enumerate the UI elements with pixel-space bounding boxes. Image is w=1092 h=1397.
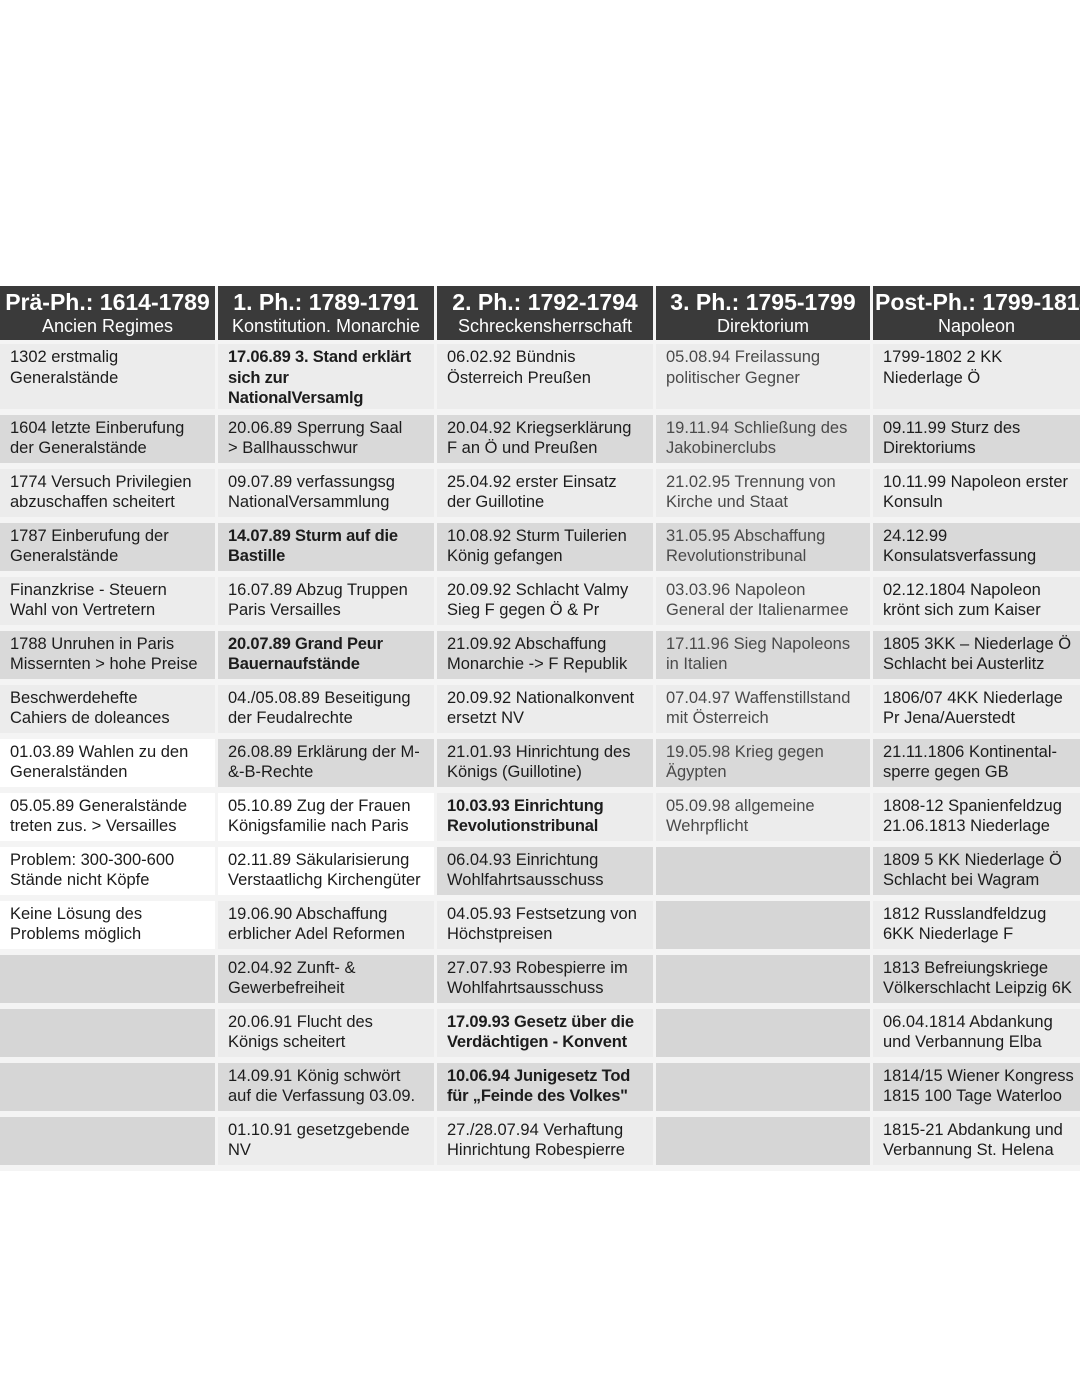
timeline-cell: 16.07.89 Abzug Truppen Paris Versailles <box>218 577 437 631</box>
timeline-cell: 20.07.89 Grand Peur Bauernaufstände <box>218 631 437 685</box>
timeline-row <box>0 523 1080 577</box>
timeline-cell: 20.06.91 Flucht des Königs scheitert <box>218 1009 437 1063</box>
header-row <box>0 286 1080 344</box>
timeline-cell: Finanzkrise - Steuern Wahl von Vertretern <box>0 577 218 631</box>
timeline-cell: 1799-1802 2 KK Niederlage Ö <box>873 344 1080 415</box>
timeline-cell: 19.11.94 Schließung des Jakobinerclubs <box>656 415 873 469</box>
phase-header-3 <box>656 286 873 344</box>
timeline-cell: 21.11.1806 Kontinental- sperre gegen GB <box>873 739 1080 793</box>
timeline-cell: 20.06.89 Sperrung Saal > Ballhausschwur <box>218 415 437 469</box>
phase-header-pre <box>0 286 218 344</box>
timeline-cell: 27.07.93 Robespierre im Wohlfahrtsausschuss <box>437 955 656 1009</box>
timeline-cell: 01.10.91 gesetzgebende NV <box>218 1117 437 1171</box>
timeline-cell <box>656 1117 873 1171</box>
timeline-row <box>0 901 1080 955</box>
timeline-cell: 10.11.99 Napoleon erster Konsuln <box>873 469 1080 523</box>
timeline-cell: 1805 3KK – Niederlage Ö Schlacht bei Austerlitz <box>873 631 1080 685</box>
timeline-cell: Keine Lösung des Problems möglich <box>0 901 218 955</box>
phase-subtitle: Schreckensherrschaft <box>457 316 633 336</box>
timeline-cell: 21.02.95 Trennung von Kirche und Staat <box>656 469 873 523</box>
timeline-row <box>0 685 1080 739</box>
timeline-cell: 04.05.93 Festsetzung von Höchstpreisen <box>437 901 656 955</box>
timeline-cell: 14.09.91 König schwört auf die Verfassung 03.09. <box>218 1063 437 1117</box>
timeline-cell: 1809 5 KK Niederlage Ö Schlacht bei Wagram <box>873 847 1080 901</box>
timeline-cell: 06.04.93 Einrichtung Wohlfahrtsausschuss <box>437 847 656 901</box>
timeline-cell: 1813 Befreiungskriege Völkerschlacht Leipzig 6K <box>873 955 1080 1009</box>
timeline-row <box>0 415 1080 469</box>
timeline-cell: 1604 letzte Einberufung der Generalstände <box>0 415 218 469</box>
timeline-row <box>0 344 1080 415</box>
timeline-cell: Beschwerdehefte Cahiers de doleances <box>0 685 218 739</box>
phase-header-1 <box>218 286 437 344</box>
phase-header-post <box>873 286 1092 344</box>
timeline-cell: 05.10.89 Zug der Frauen Königsfamilie nach Paris <box>218 793 437 847</box>
timeline-cell: 17.09.93 Gesetz über die Verdächtigen - Konvent <box>437 1009 656 1063</box>
timeline-cell: 07.04.97 Waffenstillstand mit Österreich <box>656 685 873 739</box>
timeline-cell: 1815-21 Abdankung und Verbannung St. Helena <box>873 1117 1080 1171</box>
timeline-cell: 09.07.89 verfassungsg NationalVersammlung <box>218 469 437 523</box>
timeline-cell: 1808-12 Spanienfeldzug 21.06.1813 Niederlage <box>873 793 1080 847</box>
timeline-cell: 25.04.92 erster Einsatz der Guillotine <box>437 469 656 523</box>
timeline-cell: 02.04.92 Zunft- & Gewerbefreiheit <box>218 955 437 1009</box>
timeline-row <box>0 739 1080 793</box>
timeline-row <box>0 955 1080 1009</box>
timeline-row <box>0 469 1080 523</box>
timeline-row <box>0 1063 1080 1117</box>
timeline-cell: 10.03.93 Einrichtung Revolutionstribunal <box>437 793 656 847</box>
timeline-cell: 17.11.96 Sieg Napoleons in Italien <box>656 631 873 685</box>
timeline-cell: 09.11.99 Sturz des Direktoriums <box>873 415 1080 469</box>
timeline-cell <box>656 1063 873 1117</box>
timeline-cell <box>0 1063 218 1117</box>
timeline-cell: 19.05.98 Krieg gegen Ägypten <box>656 739 873 793</box>
french-revolution-timeline-table <box>0 286 1092 1171</box>
timeline-cell: 05.09.98 allgemeine Wehrpflicht <box>656 793 873 847</box>
timeline-cell <box>656 847 873 901</box>
phase-header-2 <box>437 286 656 344</box>
timeline-cell: 06.04.1814 Abdankung und Verbannung Elba <box>873 1009 1080 1063</box>
timeline-cell <box>656 901 873 955</box>
timeline-cell: 10.06.94 Junigesetz Tod für „Feinde des Volkes" <box>437 1063 656 1117</box>
timeline-cell <box>656 955 873 1009</box>
timeline-cell: 02.12.1804 Napoleon krönt sich zum Kaiser <box>873 577 1080 631</box>
phase-subtitle: Napoleon <box>937 316 1016 336</box>
timeline-cell: 01.03.89 Wahlen zu den Generalständen <box>0 739 218 793</box>
timeline-cell: 1806/07 4KK Niederlage Pr Jena/Auerstedt <box>873 685 1080 739</box>
timeline-cell: 19.06.90 Abschaffung erblicher Adel Reformen <box>218 901 437 955</box>
timeline-sheet <box>0 286 1092 1159</box>
timeline-cell: 20.09.92 Schlacht Valmy Sieg F gegen Ö & Pr <box>437 577 656 631</box>
timeline-cell: Problem: 300-300-600 Stände nicht Köpfe <box>0 847 218 901</box>
phase-title: Post-Ph.: 1799-1814 <box>875 289 1092 315</box>
timeline-cell: 06.02.92 Bündnis Österreich Preußen <box>437 344 656 415</box>
timeline-cell: 03.03.96 Napoleon General der Italienarmee <box>656 577 873 631</box>
timeline-cell: 14.07.89 Sturm auf die Bastille <box>218 523 437 577</box>
timeline-cell: 27./28.07.94 Verhaftung Hinrichtung Robespierre <box>437 1117 656 1171</box>
timeline-cell: 02.11.89 Säkularisierung Verstaatlichg Kirchengüter <box>218 847 437 901</box>
timeline-cell: 20.04.92 Kriegserklärung F an Ö und Preußen <box>437 415 656 469</box>
timeline-cell <box>656 1009 873 1063</box>
timeline-cell: 1774 Versuch Privilegien abzuschaffen scheitert <box>0 469 218 523</box>
timeline-cell: 05.05.89 Generalstände treten zus. > Versailles <box>0 793 218 847</box>
timeline-cell <box>0 1009 218 1063</box>
timeline-cell: 1814/15 Wiener Kongress 1815 100 Tage Waterloo <box>873 1063 1080 1117</box>
timeline-row <box>0 793 1080 847</box>
timeline-cell: 1302 erstmalig Generalstände <box>0 344 218 415</box>
timeline-row <box>0 1009 1080 1063</box>
timeline-cell: 17.06.89 3. Stand erklärt sich zur NationalVersamlg <box>218 344 437 415</box>
timeline-cell: 1788 Unruhen in Paris Missernten > hohe Preise <box>0 631 218 685</box>
timeline-cell: 20.09.92 Nationalkonvent ersetzt NV <box>437 685 656 739</box>
timeline-cell: 31.05.95 Abschaffung Revolutionstribunal <box>656 523 873 577</box>
phase-title: 2. Ph.: 1792-1794 <box>452 289 638 315</box>
timeline-cell <box>0 955 218 1009</box>
phase-title: 1. Ph.: 1789-1791 <box>233 289 419 315</box>
timeline-cell: 1812 Russlandfeldzug 6KK Niederlage F <box>873 901 1080 955</box>
phase-title: 3. Ph.: 1795-1799 <box>670 289 856 315</box>
timeline-cell: 04./05.08.89 Beseitigung der Feudalrechte <box>218 685 437 739</box>
phase-subtitle: Konstitution. Monarchie <box>231 316 421 336</box>
phase-title: Prä-Ph.: 1614-1789 <box>5 289 210 315</box>
timeline-row <box>0 1117 1080 1171</box>
timeline-cell: 21.01.93 Hinrichtung des Königs (Guillotine) <box>437 739 656 793</box>
timeline-cell <box>0 1117 218 1171</box>
timeline-row <box>0 847 1080 901</box>
phase-subtitle: Ancien Regimes <box>41 316 174 336</box>
timeline-cell: 10.08.92 Sturm Tuilerien König gefangen <box>437 523 656 577</box>
timeline-cell: 24.12.99 Konsulatsverfassung <box>873 523 1080 577</box>
phase-subtitle: Direktorium <box>716 316 809 336</box>
timeline-cell: 1787 Einberufung der Generalstände <box>0 523 218 577</box>
timeline-cell: 21.09.92 Abschaffung Monarchie -> F Republik <box>437 631 656 685</box>
timeline-cell: 05.08.94 Freilassung politischer Gegner <box>656 344 873 415</box>
timeline-row <box>0 577 1080 631</box>
timeline-cell: 26.08.89 Erklärung der M- &-B-Rechte <box>218 739 437 793</box>
timeline-body <box>0 344 1080 1171</box>
timeline-row <box>0 631 1080 685</box>
